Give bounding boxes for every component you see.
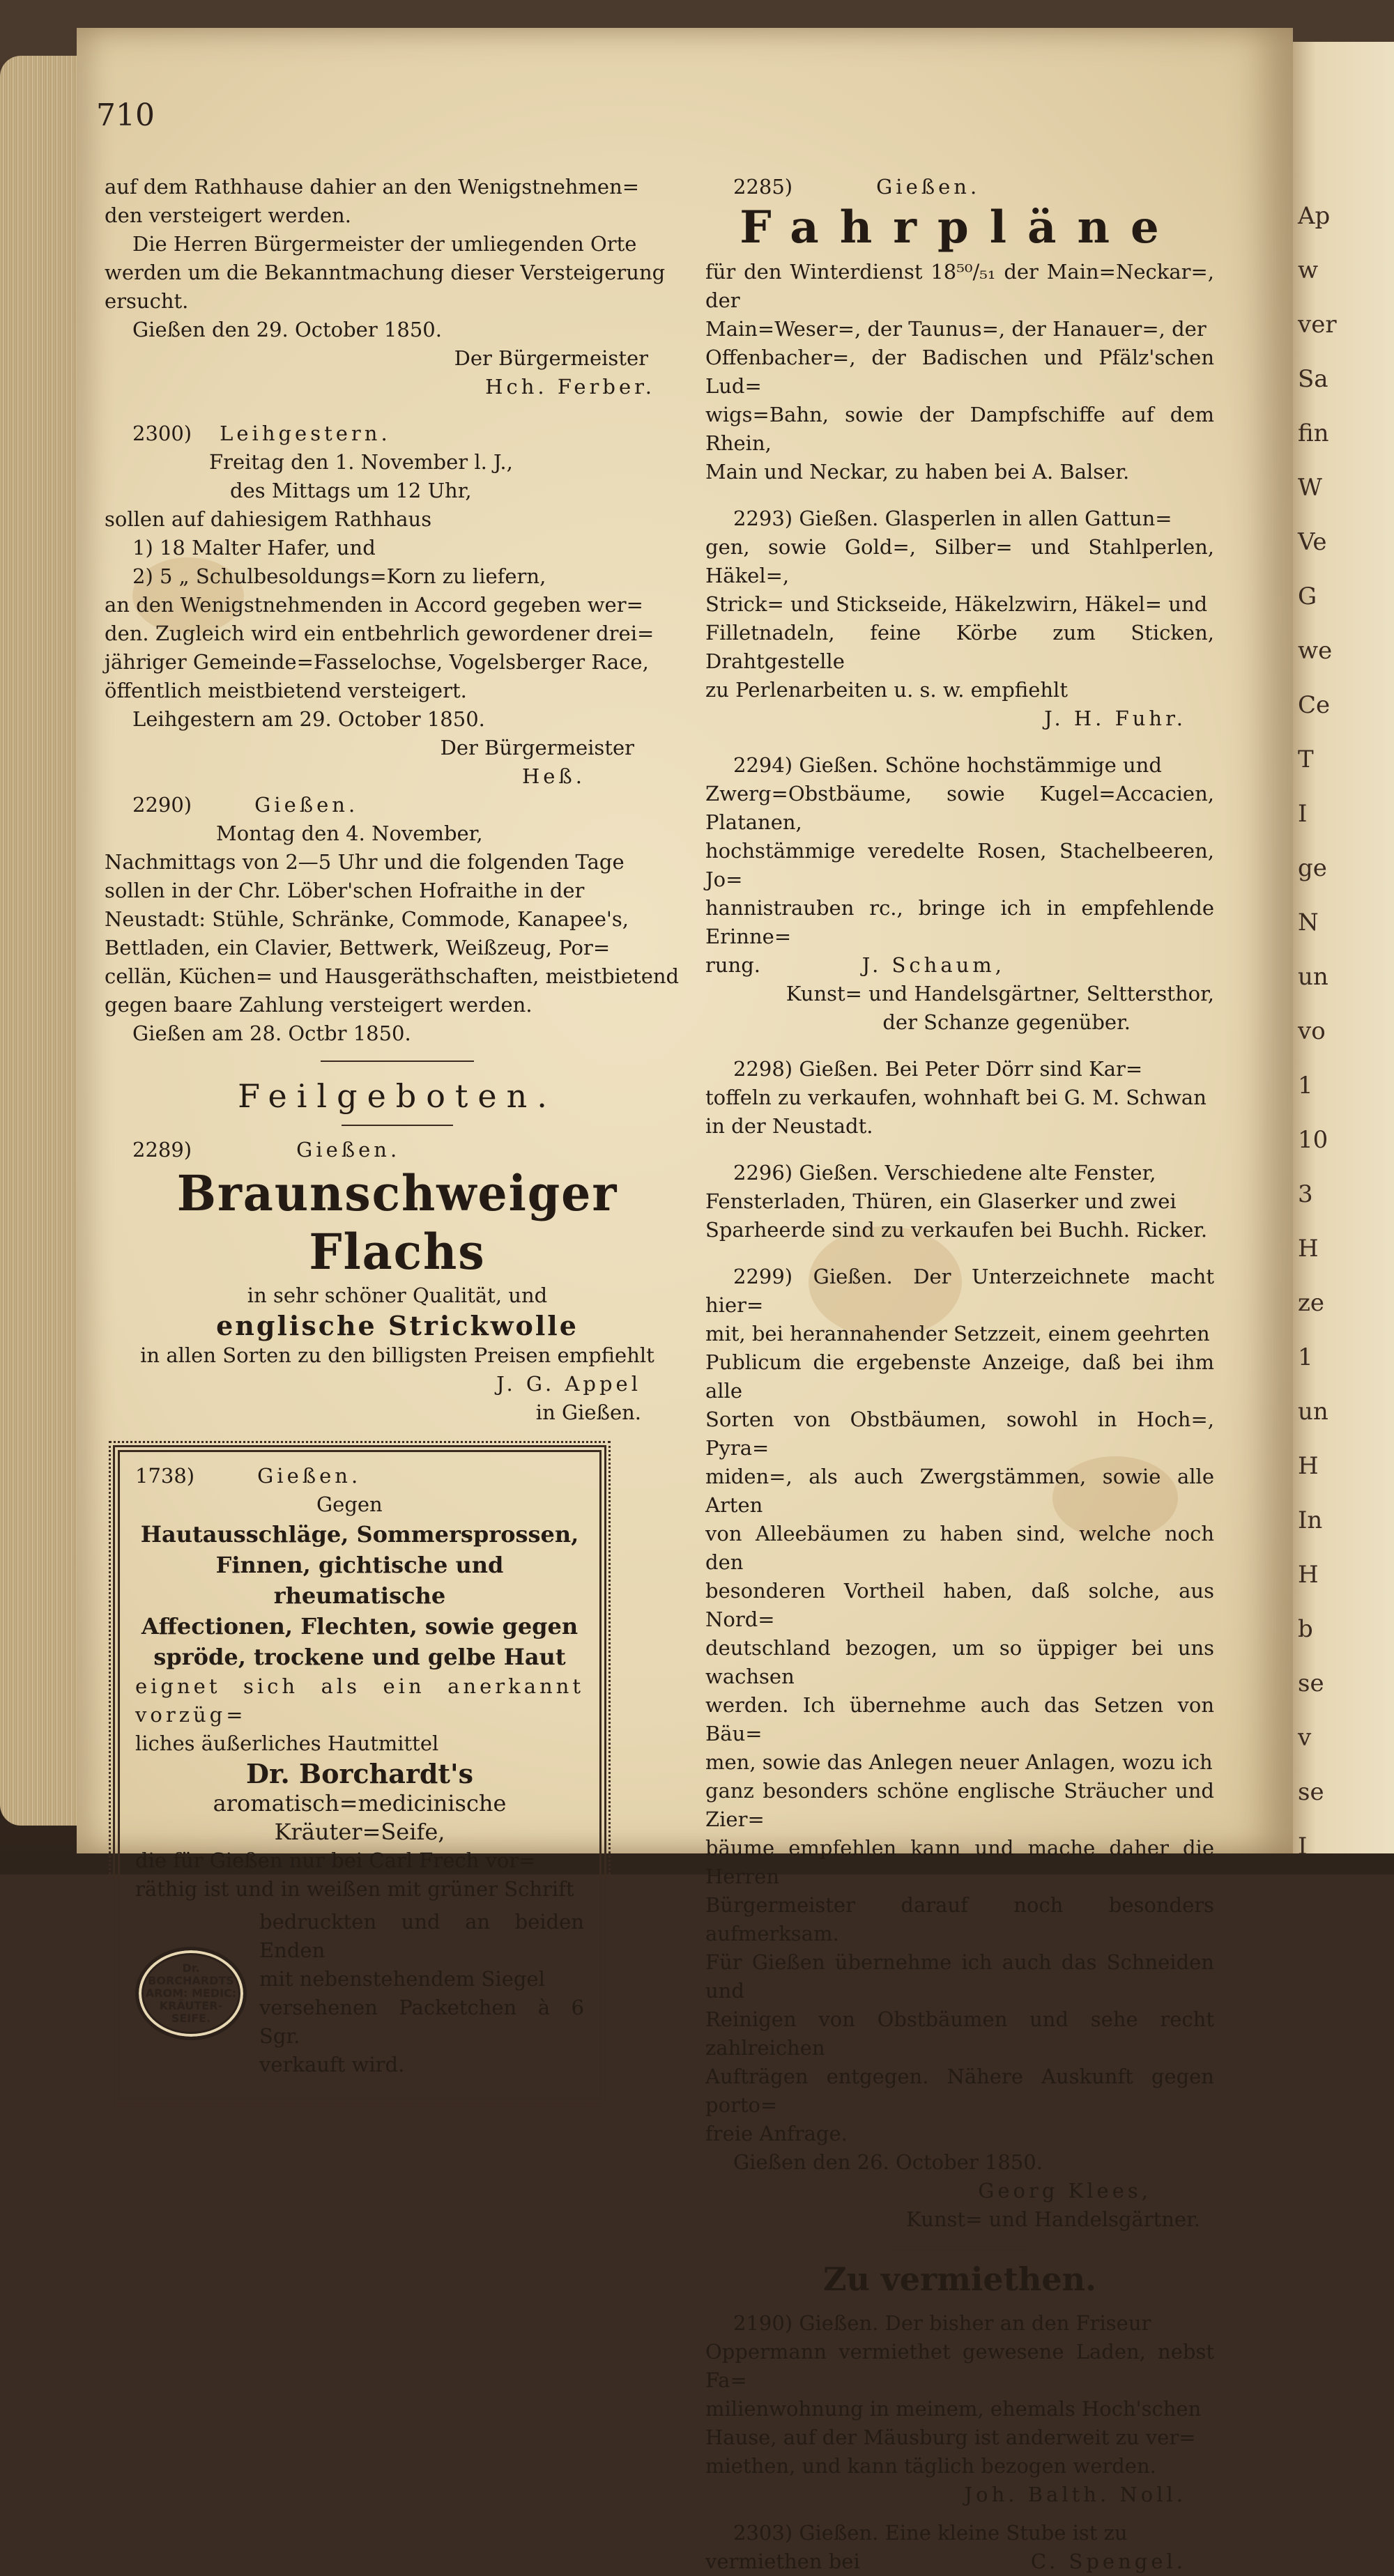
next-page-text-fragment: Ap	[1298, 202, 1331, 230]
text-line: miethen, und kann täglich bezogen werden.	[705, 2454, 1156, 2478]
text-line: Strick= und Stickseide, Häkelzwirn, Häkel= und	[705, 592, 1208, 616]
notice-place: Gießen.	[257, 1464, 362, 1488]
text-line: Freitag den 1. November l. J.,	[209, 450, 513, 474]
notice-place: Gießen.	[876, 175, 981, 199]
text-line: Bettladen, ein Clavier, Bettwerk, Weißzeug, Por=	[105, 936, 611, 959]
next-page-text-fragment: H	[1298, 1452, 1319, 1480]
next-page-text-fragment: N	[1298, 909, 1319, 936]
next-page-text-fragment: un	[1298, 1398, 1328, 1426]
signature-name: J. H. Fuhr.	[1044, 707, 1186, 730]
seal-text: BORCHARDTS	[148, 1974, 234, 1987]
next-page-text-fragment: 1	[1298, 1072, 1313, 1100]
ad-product-name: aromatisch=medicinische Kräuter=Seife,	[213, 1790, 507, 1845]
ad-bold-line: spröde, trockene und gelbe Haut	[153, 1644, 566, 1670]
ad-bold-line: Finnen, gichtische und rheumatische	[215, 1552, 504, 1609]
left-column	[105, 173, 690, 2104]
notice-number: 2289)	[132, 1138, 192, 1162]
notice-2299	[705, 1263, 1214, 2234]
next-page-text-fragment: I	[1298, 800, 1308, 828]
seal-text: KRÄUTER-	[159, 1999, 223, 2012]
signature-title: Kunst= und Handelsgärtner, Selttersthor,	[786, 982, 1214, 1005]
notice-2290	[105, 791, 690, 1048]
text-line: Publicum die ergebenste Anzeige, daß bei ihm alle	[705, 1350, 1214, 1403]
text-line: besonderen Vortheil haben, daß solche, aus Nord=	[705, 1579, 1214, 1631]
notice-number: 1738)	[135, 1464, 195, 1488]
text-line: freie Anfrage.	[705, 2122, 848, 2145]
notice-2190	[705, 2309, 1214, 2509]
next-page-text-fragment: Ce	[1298, 691, 1331, 719]
text-line: 2) 5 „ Schulbesoldungs=Korn zu liefern,	[132, 564, 546, 588]
text-line: Fensterladen, Thüren, ein Glaserker und zwei	[705, 1189, 1177, 1213]
next-page-text-fragment: se	[1298, 1778, 1324, 1806]
text-line: mit, bei herannahender Setzzeit, einem geehrten	[705, 1322, 1210, 1345]
text-line: eignet sich als ein anerkannt vorzüg=	[135, 1674, 584, 1727]
signature-place: in Gießen.	[535, 1401, 641, 1424]
notice-date: Gießen den 29. October 1850.	[132, 318, 442, 341]
text-line: bedruckten und an beiden Enden	[259, 1910, 584, 1962]
text-line: Zwerg=Obstbäume, sowie Kugel=Accacien, Platanen,	[705, 782, 1214, 834]
next-page-text-fragment: vo	[1298, 1017, 1326, 1045]
section-heading-feilgeboten: Feilgeboten.	[238, 1077, 557, 1115]
notice-place: Gießen.	[254, 793, 359, 817]
signature-name: C. Spengel.	[1030, 2550, 1186, 2573]
text-line: 2296) Gießen. Verschiedene alte Fenster,	[733, 1161, 1156, 1185]
next-page-text-fragment: H	[1298, 1561, 1319, 1589]
next-page-text-fragment: 10	[1298, 1126, 1328, 1154]
text-line: Für Gießen übernehme ich auch das Schneiden und	[705, 1950, 1214, 2003]
text-line: in allen Sorten zu den billigsten Preisen empfiehlt	[140, 1343, 654, 1367]
text-line: Aufträgen entgegen. Nähere Auskunft gegen porto=	[705, 2065, 1214, 2117]
soap-seal-stamp	[135, 1947, 247, 2040]
section-rule	[321, 1061, 474, 1062]
text-line: den. Zugleich wird ein entbehrlich gewordener drei=	[105, 622, 654, 645]
notice-2298	[705, 1055, 1214, 1141]
signature-name: J. Schaum,	[861, 953, 1005, 977]
next-page-text-fragment: v	[1298, 1724, 1312, 1752]
notice-place: Gießen.	[296, 1138, 401, 1162]
text-line: sollen auf dahiesigem Rathhaus	[105, 507, 432, 531]
notice-date: Gießen den 26. October 1850.	[733, 2150, 1043, 2174]
right-column	[705, 173, 1214, 2576]
text-line: men, sowie das Anlegen neuer Anlagen, wozu ich	[705, 1750, 1213, 1774]
text-line: Bürgermeister darauf noch besonders aufmerksam.	[705, 1893, 1214, 1945]
text-line: auf dem Rathhause dahier an den Wenigstnehmen=	[105, 175, 640, 199]
notice-number: 2285)	[733, 175, 793, 199]
ad-brand-name: Dr. Borchardt's	[246, 1758, 473, 1789]
next-page-text-fragment: un	[1298, 963, 1328, 991]
text-line: Filletnadeln, feine Körbe zum Sticken, Drahtgestelle	[705, 621, 1214, 673]
next-page-fragment	[1289, 42, 1394, 1853]
notice-2300	[105, 419, 690, 791]
next-page-text-fragment: we	[1298, 637, 1333, 665]
next-page-text-fragment: T	[1298, 746, 1314, 773]
text-line: Main=Weser=, der Taunus=, der Hanauer=, der	[705, 317, 1207, 341]
text-line: Neustadt: Stühle, Schränke, Commode, Kanapee's,	[105, 907, 629, 931]
text-line: öffentlich meistbietend versteigert.	[105, 679, 467, 702]
next-page-text-fragment: w	[1298, 256, 1319, 284]
next-page-text-fragment: 3	[1298, 1180, 1313, 1208]
seal-description	[259, 1908, 584, 2079]
section-rule	[342, 1125, 453, 1126]
notice-place: Leihgestern.	[220, 422, 391, 445]
text-line: Offenbacher=, der Badischen und Pfälz'schen Lud=	[705, 346, 1214, 398]
text-line: Sorten von Obstbäumen, sowohl in Hoch=, Pyra=	[705, 1407, 1214, 1460]
text-line: Hause, auf der Mäusburg ist anderweit zu ver=	[705, 2425, 1196, 2449]
text-line: sollen in der Chr. Löber'schen Hofraithe in der	[105, 879, 585, 902]
text-line: werden um die Bekanntmachung dieser Versteigerung	[105, 261, 666, 284]
ad-bold-strickwolle: englische Strickwolle	[216, 1310, 579, 1341]
next-page-text-fragment: b	[1298, 1615, 1313, 1643]
notice-1738-advert-box	[113, 1445, 606, 2104]
notice-2294	[705, 751, 1214, 1037]
notice-date: Gießen am 28. Octbr 1850.	[132, 1021, 411, 1045]
notice-2289	[105, 1136, 690, 1427]
next-page-text-fragment: fin	[1298, 419, 1329, 447]
text-line: Oppermann vermiethet gewesene Laden, nebst Fa=	[705, 2340, 1214, 2392]
text-line: milienwohnung in meinem, ehemals Hoch'schen	[705, 2397, 1202, 2421]
signature-name: Hch. Ferber.	[485, 375, 655, 399]
seal-text: Dr.	[182, 1961, 200, 1975]
next-page-text-fragment: ge	[1298, 854, 1327, 882]
text-line: verkauft wird.	[259, 2053, 405, 2076]
notice-2285	[705, 173, 1214, 486]
text-line: hannistrauben rc., bringe ich in empfehlende Erinne=	[705, 896, 1214, 948]
next-page-text-fragment: se	[1298, 1669, 1324, 1697]
notice-continuation	[105, 173, 690, 401]
notice-number: 2290)	[132, 793, 192, 817]
next-page-text-fragment: In	[1298, 1506, 1323, 1534]
text-line: 2303) Gießen. Eine kleine Stube ist zu	[733, 2521, 1128, 2545]
text-line: cellän, Küchen= und Hausgeräthschaften, meistbietend	[105, 964, 680, 988]
text-line: 2293) Gießen. Glasperlen in allen Gattun=	[733, 507, 1172, 530]
text-line: deutschland bezogen, um so üppiger bei uns wachsen	[705, 1636, 1214, 1688]
text-line: in sehr schöner Qualität, und	[247, 1283, 548, 1307]
signature-title: Kunst= und Handelsgärtner.	[906, 2207, 1200, 2231]
text-line: jähriger Gemeinde=Fasselochse, Vogelsberger Race,	[105, 650, 649, 674]
notice-number: 2300)	[132, 422, 192, 445]
text-line: ganz besonders schöne englische Sträucher und Zier=	[705, 1779, 1214, 1831]
seal-text: SEIFE.	[171, 2012, 211, 2025]
text-line: bäume empfehlen kann und mache daher die Herren	[705, 1836, 1214, 1888]
text-line: gegen baare Zahlung versteigert werden.	[105, 993, 533, 1017]
next-page-text-fragment: W	[1298, 474, 1322, 502]
signature-name: Georg Klees,	[978, 2179, 1151, 2203]
text-line: werden. Ich übernehme auch das Setzen von Bäu=	[705, 1693, 1214, 1745]
text-line: in der Neustadt.	[705, 1114, 873, 1138]
text-line: mit nebenstehendem Siegel	[259, 1967, 545, 1991]
text-line: die für Gießen nur bei Carl Frech vor=	[135, 1849, 536, 1872]
text-line: Gegen	[316, 1493, 383, 1516]
next-page-text-fragment: ze	[1298, 1289, 1325, 1317]
text-line: Sparheerde sind zu verkaufen bei Buchh. Ricker.	[705, 1218, 1208, 1242]
ad-bold-line: Hautausschläge, Sommersprossen,	[140, 1521, 579, 1548]
text-line: 2190) Gießen. Der bisher an den Friseur	[733, 2311, 1151, 2335]
book-page-edges	[0, 56, 80, 1826]
section-heading-zu-vermiethen: Zu vermiethen.	[822, 2260, 1097, 2298]
text-line: wigs=Bahn, sowie der Dampfschiffe auf dem Rhein,	[705, 403, 1214, 455]
text-line: toffeln zu verkaufen, wohnhaft bei G. M. Schwan	[705, 1086, 1207, 1109]
next-page-text-fragment: H	[1298, 1235, 1319, 1263]
text-line: miden=, als auch Zwergstämmen, sowie alle Arten	[705, 1465, 1214, 1517]
text-line: des Mittags um 12 Uhr,	[230, 479, 472, 502]
next-page-text-fragment: G	[1298, 583, 1317, 610]
page-number: 710	[96, 98, 155, 133]
text-line: rung.	[705, 953, 760, 977]
notice-2303	[705, 2519, 1214, 2576]
text-line: für den Winterdienst 18⁵⁰/₅₁ der Main=Neckar=, der	[705, 260, 1214, 312]
next-page-text-fragment: I	[1298, 1833, 1308, 1853]
text-line: den versteigert werden.	[105, 203, 351, 227]
text-line: von Alleebäumen zu haben sind, welche noch den	[705, 1522, 1214, 1574]
text-line: 2298) Gießen. Bei Peter Dörr sind Kar=	[733, 1057, 1143, 1081]
signature-title: Der Bürgermeister	[440, 736, 634, 759]
text-line: Montag den 4. November,	[216, 822, 483, 845]
notice-2293	[705, 504, 1214, 733]
next-page-text-fragment: ver	[1298, 311, 1337, 339]
notice-date: Leihgestern am 29. October 1850.	[132, 707, 485, 731]
signature-name: Heß.	[521, 764, 585, 788]
text-line: an den Wenigstnehmenden in Accord gegeben wer=	[105, 593, 643, 617]
text-line: vermiethen bei	[705, 2550, 860, 2573]
signature-name: Joh. Balth. Noll.	[964, 2483, 1186, 2506]
text-line: Reinigen von Obstbäumen und sehe recht zahlreichen	[705, 2007, 1214, 2060]
next-page-text-fragment: Sa	[1298, 365, 1328, 393]
notice-2296	[705, 1159, 1214, 1244]
ad-headline-fahrplaene: Fahrpläne	[740, 201, 1180, 254]
signature-title: Der Bürgermeister	[454, 346, 648, 370]
signature-address: der Schanze gegenüber.	[882, 1010, 1131, 1034]
seal-row	[135, 1908, 584, 2079]
text-line: 2294) Gießen. Schöne hochstämmige und	[733, 753, 1162, 777]
text-line: räthig ist und in weißen mit grüner Schrift	[135, 1877, 574, 1901]
text-line: zu Perlenarbeiten u. s. w. empfiehlt	[705, 678, 1068, 702]
section-rule	[890, 2249, 1029, 2251]
text-line: gen, sowie Gold=, Silber= und Stahlperlen, Häkel=,	[705, 535, 1214, 587]
signature-name: J. G. Appel	[496, 1372, 641, 1396]
text-line: ersucht.	[105, 289, 189, 313]
ad-headline-flachs: Braunschweiger Flachs	[176, 1164, 618, 1281]
text-line: Main und Neckar, zu haben bei A. Balser.	[705, 460, 1130, 484]
seal-text: AROM: MEDIC:	[145, 1987, 237, 2000]
ad-bold-line: Affectionen, Flechten, sowie gegen	[141, 1613, 579, 1640]
text-line: 2299) Gießen. Der Unterzeichnete macht hier=	[705, 1265, 1214, 1317]
text-line: 1) 18 Malter Hafer, und	[132, 536, 376, 560]
next-page-text-fragment: Ve	[1298, 528, 1327, 556]
text-line: Die Herren Bürgermeister der umliegenden Orte	[132, 232, 637, 256]
text-line: versehenen Packetchen à 6 Sgr.	[259, 1996, 584, 2048]
text-line: liches äußerliches Hautmittel	[135, 1732, 439, 1755]
text-line: Nachmittags von 2—5 Uhr und die folgenden Tage	[105, 850, 625, 874]
next-page-text-fragment: 1	[1298, 1343, 1313, 1371]
text-line: hochstämmige veredelte Rosen, Stachelbeeren, Jo=	[705, 839, 1214, 891]
